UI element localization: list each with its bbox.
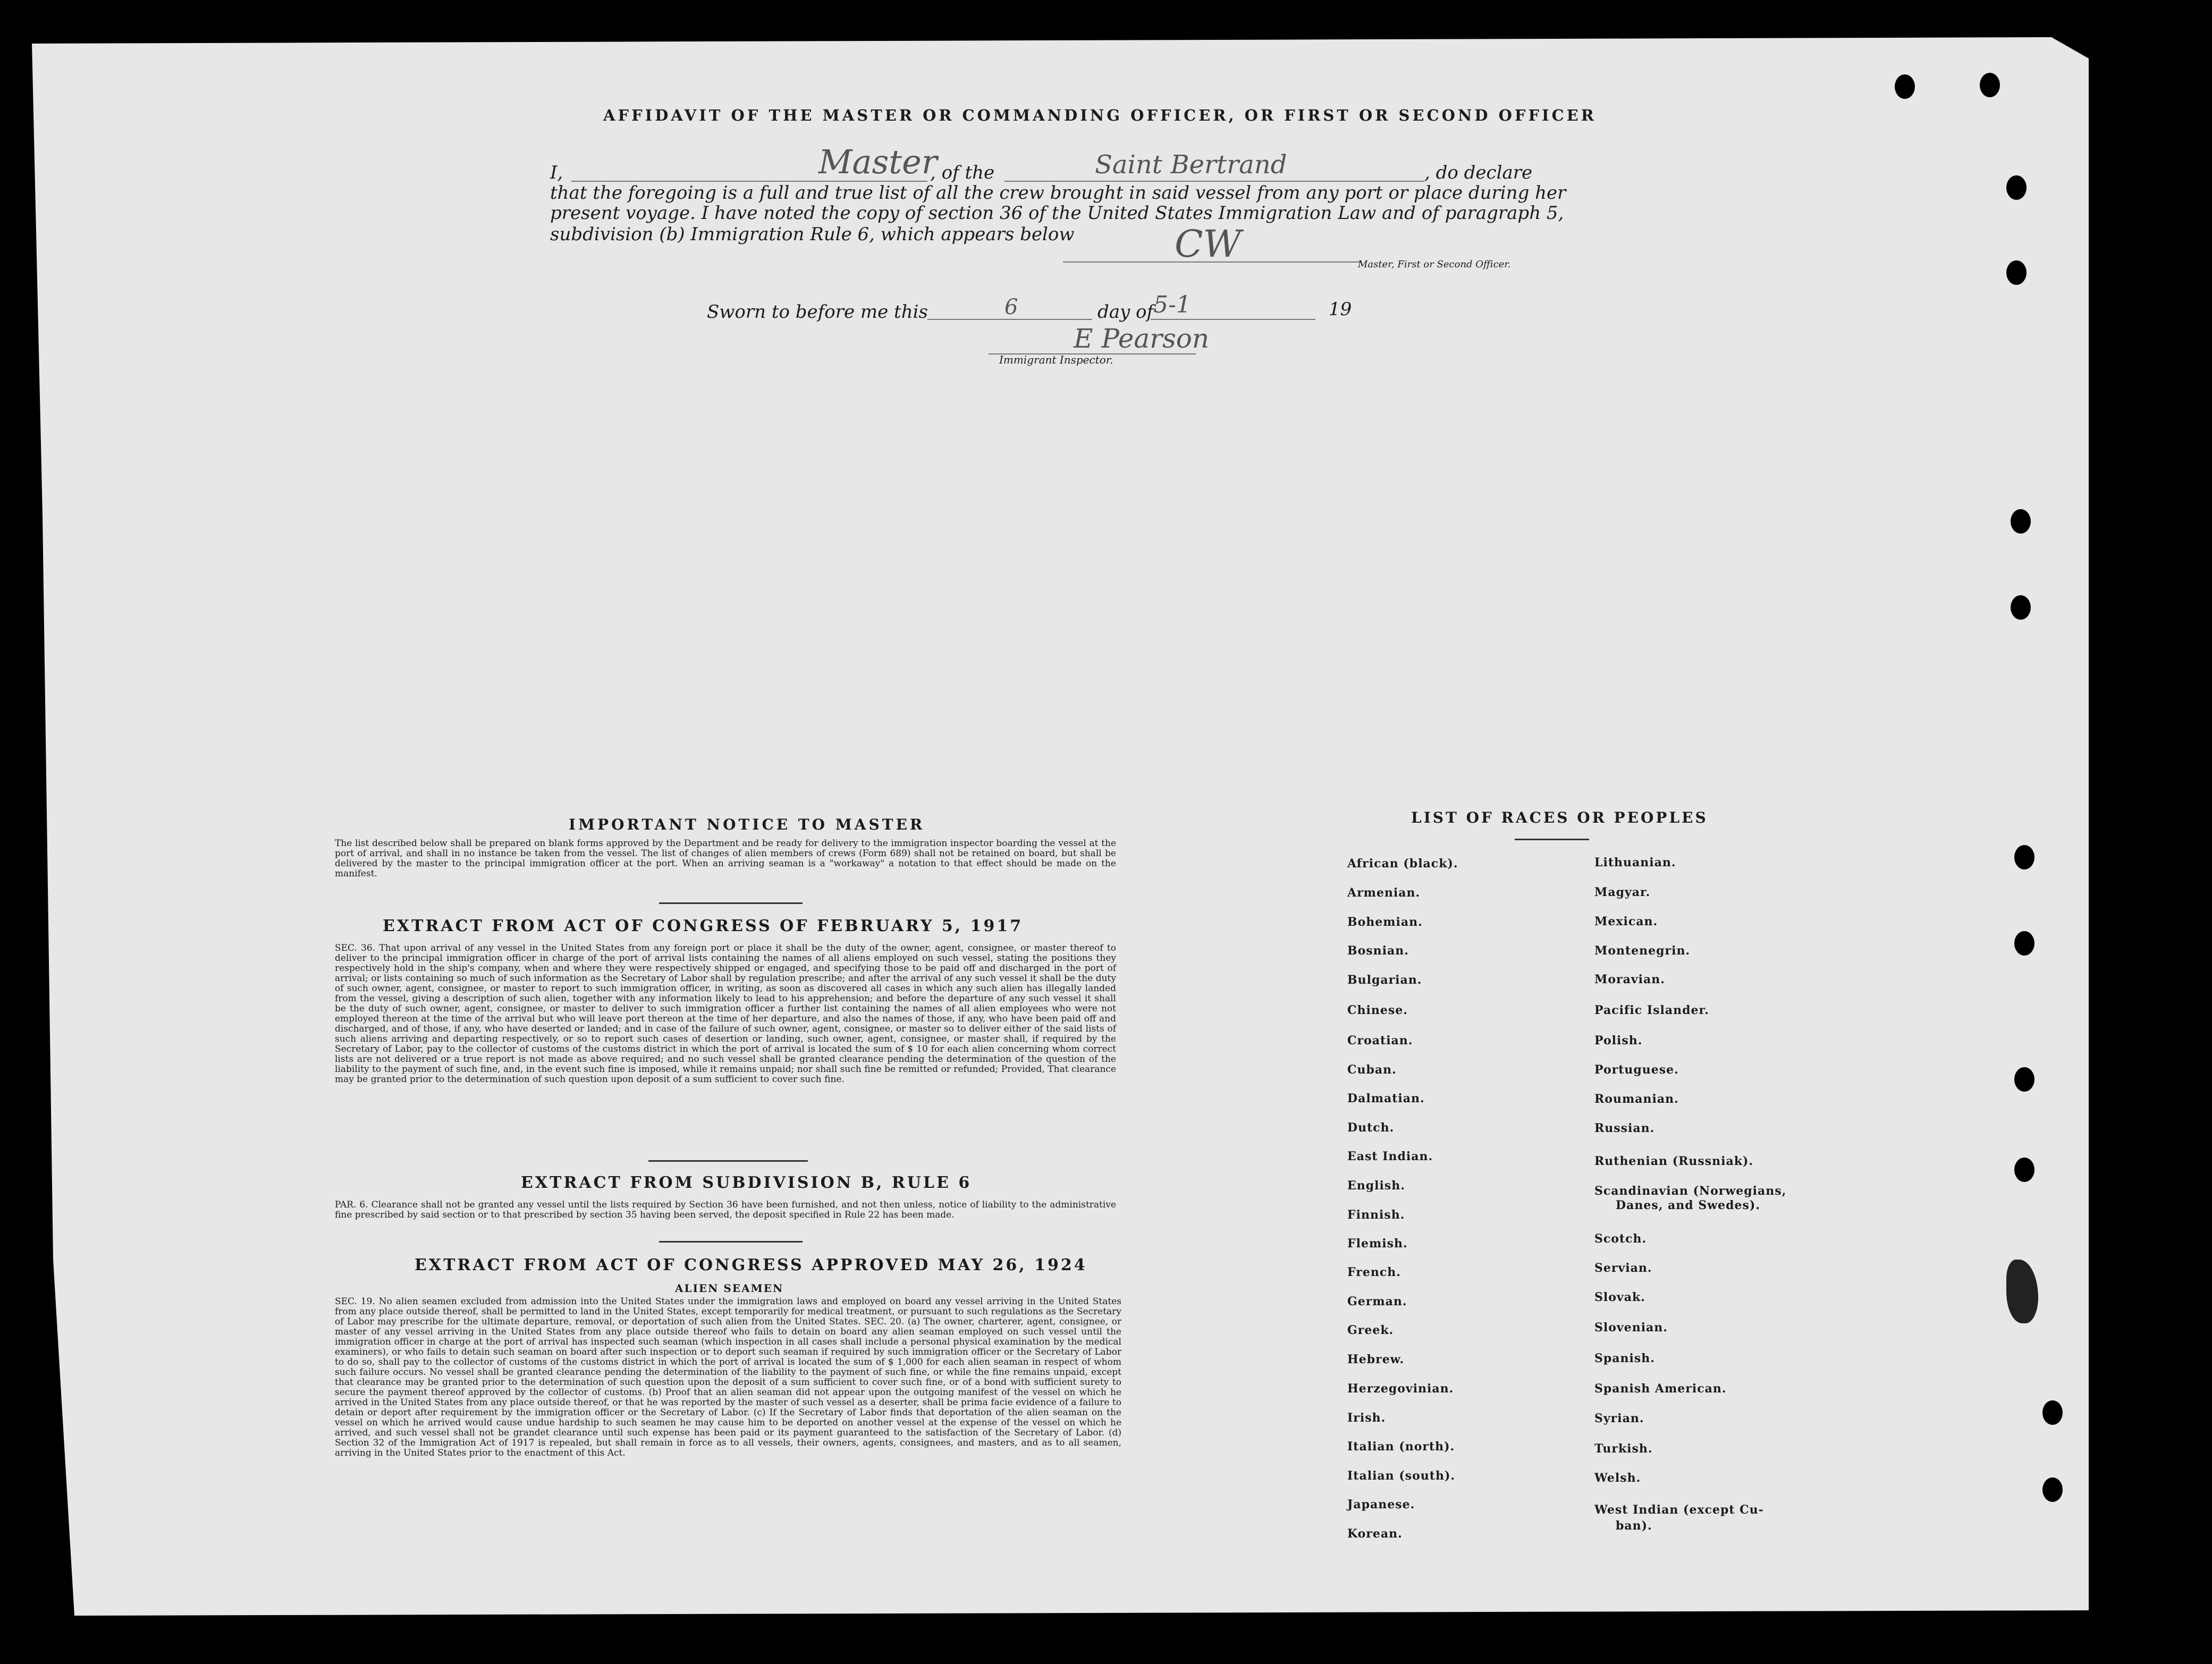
master-caption: Master, First or Second Officer. bbox=[1358, 259, 1511, 270]
race-item: Dalmatian. bbox=[1347, 1092, 1425, 1105]
race-item: Hebrew. bbox=[1347, 1353, 1405, 1366]
race-item: Slovenian. bbox=[1594, 1321, 1668, 1334]
year-prefix: 19 bbox=[1329, 299, 1352, 320]
race-item: Spanish American. bbox=[1594, 1382, 1727, 1396]
race-item: African (black). bbox=[1347, 857, 1458, 871]
punch-hole bbox=[2011, 595, 2031, 620]
race-item: Chinese. bbox=[1347, 1003, 1408, 1017]
race-item: Bosnian. bbox=[1347, 944, 1409, 958]
notice-body: The list described below shall be prepared on blank forms approved by the Department and be ready for delivery to the immigration inspector boarding the vessel at the port of arrival, and shall in no instance be taken from the vessel. The list of changes of alien members of crews (Form 689) shall not be retained on board, but shall be delivered by the master to the principal immigration officer at the port. When an arriving seaman is a "workaway" a notation to that effect should be made on the manifest. bbox=[335, 838, 1116, 879]
punch-hole bbox=[2042, 1400, 2063, 1425]
inspector-caption: Immigrant Inspector. bbox=[999, 353, 1113, 366]
divider bbox=[1515, 839, 1589, 840]
punch-hole bbox=[1895, 74, 1915, 99]
month-blank bbox=[1151, 319, 1315, 320]
race-item: Servian. bbox=[1594, 1261, 1652, 1275]
extract-1917-body: SEC. 36. That upon arrival of any vessel in the United States from any foreign port or place it shall be the duty of the owner, agent, consignee, or master thereof to deliver to the principal immigration officer in charge of the port of arrival lists containing the names of all aliens employed on such vessel, stating the positions they respectively hold in the ship's company, when and where they were respectively shipped or engaged, and specifying those to be paid off and discharged in the port of arrival; or lists containing so much of such information as the Secretary of Labor shall by regulation prescribe; and after the arrival of any such vessel it shall be the duty of such owner, agent, consignee, or master to report to such immigration officer, in writing, as soon as discovered all cases in which any such alien has illegally landed from the vessel, giving a description of such alien, together with any information likely to lead to his apprehension; and before the departure of any such vessel it shall be the duty of such owner, agent, consignee, or master to deliver to such immigration officer a further list containing the names of all alien employees who were not employed thereon at the time of the arrival but who will leave port thereon at the time of her departure, and also the names of those, if any, who have been paid off and discharged, and of those, if any, who have deserted or landed; and in case of the failure of such owner, agent, consignee, or master so to deliver either of the said lists of such aliens arriving and departing respectively, or so to report such cases of desertion or landing, such owner, agent, consignee, or master shall, if required by the Secretary of Labor, pay to the collector of customs of the customs district in which the port of arrival is located the sum of $ 10 for each alien concerning whom correct lists are not delivered or a true report is not made as above required; and no such vessel shall be granted clearance pending the determination of the question of the liability to the payment of such fine, and, in the event such fine is imposed, while it remains unpaid; nor shall such fine be remitted or refunded; Provided, That clearance may be granted prior to the determination of such question upon deposit of a sum sufficient to cover such fine. bbox=[335, 943, 1116, 1085]
race-item: Danes, and Swedes). bbox=[1616, 1198, 1760, 1212]
race-item: Flemish. bbox=[1347, 1237, 1408, 1251]
punch-hole bbox=[2014, 931, 2034, 956]
extract-rule6-title: EXTRACT FROM SUBDIVISION B, RULE 6 bbox=[521, 1173, 972, 1192]
race-item: Armenian. bbox=[1347, 886, 1421, 900]
extract-1917-title: EXTRACT FROM ACT OF CONGRESS OF FEBRUARY 5, 1917 bbox=[383, 917, 1024, 935]
race-item: Scandinavian (Norwegians, bbox=[1594, 1184, 1787, 1198]
punch-hole bbox=[2042, 1477, 2063, 1502]
race-item: Dutch. bbox=[1347, 1121, 1395, 1135]
races-title: LIST OF RACES OR PEOPLES bbox=[1411, 809, 1708, 826]
race-item: Polish. bbox=[1594, 1034, 1643, 1048]
punch-hole bbox=[1980, 73, 2000, 97]
extract-1924-title: EXTRACT FROM ACT OF CONGRESS APPROVED MAY 26, 1924 bbox=[415, 1256, 1087, 1274]
race-item: Welsh. bbox=[1594, 1471, 1641, 1485]
race-item: Greek. bbox=[1347, 1323, 1394, 1337]
handwritten-vessel: Saint Bertrand bbox=[1095, 150, 1287, 180]
punch-hole bbox=[2014, 1067, 2034, 1092]
handwritten-rank: Master bbox=[818, 142, 938, 181]
handwritten-month: 5-1 bbox=[1153, 291, 1191, 318]
divider bbox=[648, 1160, 808, 1162]
extract-rule6-body: PAR. 6. Clearance shall not be granted any vessel until the lists required by Section 36 have been furnished, and not then unless, notice of liability to the administrative fine prescribed by said section or to that prescribed by section 35 having been served, the deposit specified in Rule 22 has been made. bbox=[335, 1200, 1116, 1220]
race-item: Italian (north). bbox=[1347, 1440, 1455, 1454]
race-item: Bohemian. bbox=[1347, 915, 1423, 929]
declaration-line-4: subdivision (b) Immigration Rule 6, which appears below bbox=[550, 224, 1075, 245]
race-item: Finnish. bbox=[1347, 1208, 1405, 1222]
race-item: Bulgarian. bbox=[1347, 973, 1422, 987]
race-item: East Indian. bbox=[1347, 1150, 1433, 1163]
race-item: Magyar. bbox=[1594, 885, 1651, 899]
race-item: Mexican. bbox=[1594, 915, 1658, 928]
race-item: French. bbox=[1347, 1265, 1401, 1279]
of-the-text: , of the bbox=[930, 162, 995, 183]
punch-hole bbox=[2006, 175, 2027, 200]
race-item: Lithuanian. bbox=[1594, 856, 1676, 869]
race-item: Ruthenian (Russniak). bbox=[1594, 1154, 1754, 1168]
race-item: Cuban. bbox=[1347, 1063, 1397, 1077]
declaration-i: I, bbox=[550, 162, 563, 183]
race-item: Russian. bbox=[1594, 1121, 1655, 1135]
extract-1924-subtitle: ALIEN SEAMEN bbox=[675, 1282, 784, 1295]
race-item: West Indian (except Cu- bbox=[1594, 1503, 1764, 1517]
do-declare-text: , do declare bbox=[1424, 162, 1533, 183]
race-item: Italian (south). bbox=[1347, 1469, 1456, 1483]
race-item: Croatian. bbox=[1347, 1034, 1413, 1048]
handwritten-signature: CW bbox=[1175, 222, 1242, 266]
race-item: Irish. bbox=[1347, 1411, 1386, 1425]
race-item: Turkish. bbox=[1594, 1442, 1653, 1456]
race-item: Japanese. bbox=[1347, 1498, 1415, 1511]
vessel-blank bbox=[1004, 181, 1424, 182]
punch-hole bbox=[2014, 845, 2034, 869]
declaration-line-2: that the foregoing is a full and true list of all the crew brought in said vessel from any port or place during her bbox=[550, 182, 1566, 204]
race-item: English. bbox=[1347, 1179, 1405, 1193]
race-item: Portuguese. bbox=[1594, 1063, 1679, 1077]
notice-title: IMPORTANT NOTICE TO MASTER bbox=[569, 816, 925, 833]
race-item: Roumanian. bbox=[1594, 1092, 1679, 1106]
race-item: Korean. bbox=[1347, 1527, 1403, 1541]
race-item: Moravian. bbox=[1594, 973, 1665, 986]
signature-line bbox=[1063, 261, 1361, 263]
race-item: Pacific Islander. bbox=[1594, 1003, 1709, 1017]
race-item: Herzegovinian. bbox=[1347, 1382, 1454, 1396]
punch-hole bbox=[2014, 1158, 2034, 1182]
extract-1924-body: SEC. 19. No alien seamen excluded from admission into the United States under the immigration laws and employed on board any vessel arriving in the United States from any place outside thereof, shall be permitted to land in the United States, except temporarily for medical treatment, or pursuant to such regulations as the Secretary of Labor may prescribe for the ultimate departure, removal, or deportation of such alien from the United States. SEC. 20. (a) The owner, charterer, agent, consignee, or master of any vessel arriving in the United States from any place outside thereof who fails to detain on board any alien seaman employed on such vessel until the immigration officer in charge at the port of arrival has inspected such seaman (which inspection in all cases shall include a personal physical examination by the medical examiners), or who fails to detain such seaman on board after such inspection or to deport such seaman if required by such immigration officer or the Secretary of Labor to do so, shall pay to the collector of customs of the customs district in which the port of arrival is located the sum of $ 1,000 for each alien seaman in respect of whom such failure occurs. No vessel shall be granted clearance pending the determination of the liability to the payment of such fine, or while the fine remains unpaid, except that clearance may be granted prior to the determination of such question upon the deposit of a sum sufficient to cover such fine, or of a bond with sufficient surety to secure the payment thereof approved by the collector of customs. (b) Proof that an alien seaman did not appear upon the outgoing manifest of the vessel on which he arrived in the United States from any place outside thereof, or that he was reported by the master of such vessel as a deserter, shall be prima facie evidence of a failure to detain or deport after requirement by the immigration officer or the Secretary of Labor. (c) If the Secretary of Labor finds that deportation of the alien seaman on the vessel on which he arrived would cause undue hardship to such seamen he may cause him to be deported on another vessel at the expense of the vessel on which he arrived, and such vessel shall not be grandet clearance until such expense has been paid or its payment guaranteed to the satisfaction of the Secretary of Labor. (d) Section 32 of the Immigration Act of 1917 is repealed, but shall remain in force as to all vessels, their owners, agents, consignees, and masters, and as to all seamen, arriving in the United States prior to the enactment of this Act. bbox=[335, 1296, 1121, 1458]
divider bbox=[659, 902, 803, 904]
handwritten-day: 6 bbox=[1004, 295, 1018, 319]
affidavit-title: AFFIDAVIT OF THE MASTER OR COMMANDING OFFICER, OR FIRST OR SECOND OFFICER bbox=[603, 106, 1597, 124]
race-item: Montenegrin. bbox=[1594, 944, 1691, 958]
punch-hole bbox=[2006, 260, 2027, 285]
race-item: Slovak. bbox=[1594, 1290, 1645, 1304]
sworn-text: Sworn to before me this bbox=[707, 301, 928, 323]
punch-hole bbox=[2011, 509, 2031, 534]
race-item: Syrian. bbox=[1594, 1412, 1644, 1425]
race-item: Spanish. bbox=[1594, 1352, 1655, 1365]
race-item: ban). bbox=[1616, 1519, 1652, 1533]
declaration-line-3: present voyage. I have noted the copy of section 36 of the United States Immigration Law and of paragraph 5, bbox=[550, 202, 1564, 224]
race-item: Scotch. bbox=[1594, 1232, 1647, 1246]
divider bbox=[659, 1241, 803, 1243]
handwritten-inspector: E Pearson bbox=[1074, 323, 1210, 354]
day-of-text: day of bbox=[1097, 301, 1154, 323]
race-item: German. bbox=[1347, 1295, 1407, 1308]
